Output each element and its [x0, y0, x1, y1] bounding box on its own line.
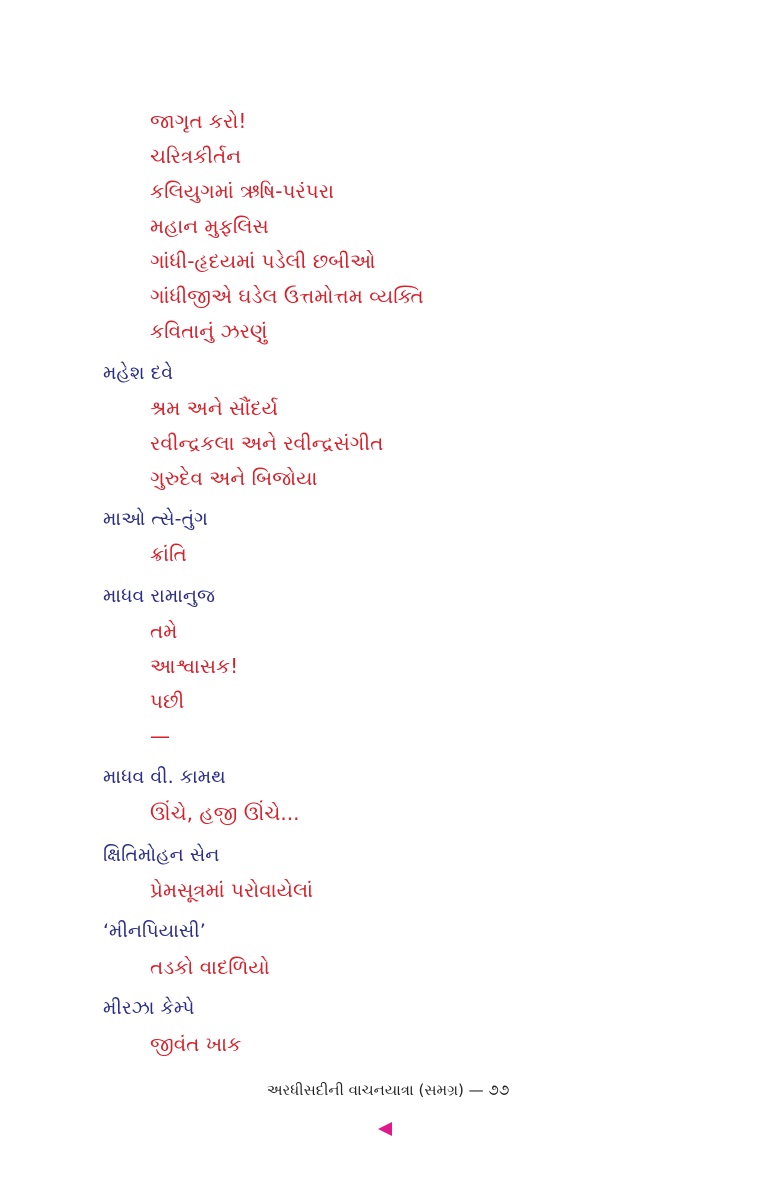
entry-author: માઓ ત્સે-તુંગ	[103, 508, 208, 530]
entry-author: ‘મીનપિયાસી’	[103, 920, 206, 942]
entry-title: ગુરુદેવ અને બિજોયા	[150, 466, 318, 490]
entry-title: રવીન્દ્રકલા અને રવીન્દ્રસંગીત	[150, 431, 384, 455]
entry-title: પ્રેમસૂત્રમાં પરોવાયેલાં	[150, 878, 314, 902]
entry-title: —	[150, 724, 170, 748]
entry-author: માધવ વી. કામથ	[103, 766, 226, 788]
entry-title: તડકો વાદળિયો	[150, 955, 270, 979]
entry-title: આશ્વાસક!	[150, 654, 239, 678]
entry-author: મહેશ દવે	[103, 362, 174, 384]
entry-title: શ્રમ અને સૌંદર્ય	[150, 396, 279, 420]
entry-title: મહાન મુફલિસ	[150, 214, 269, 238]
entry-author: માધવ રામાનુજ	[103, 585, 216, 607]
entry-title: ગાંધીજીએ ઘડેલ ઉત્તમોત્તમ વ્યક્તિ	[150, 284, 424, 308]
entry-title: જાગૃત કરો!	[150, 109, 247, 133]
entry-title: કલિયુગમાં ઋષિ-પરંપરા	[150, 179, 334, 203]
entry-title: જીવંત ખાક	[150, 1032, 242, 1056]
entry-title: તમે	[150, 619, 178, 643]
entry-title: ક્રાંતિ	[150, 542, 187, 566]
entry-title: ગાંધી-હૃદયમાં પડેલી છબીઓ	[150, 249, 376, 273]
previous-page-arrow-icon[interactable]	[378, 1122, 392, 1136]
entry-author: મીરઝા કેમ્પે	[103, 997, 195, 1019]
entry-title: કવિતાનું ઝરણું	[150, 319, 268, 343]
entry-title: પછી	[150, 689, 185, 713]
entry-title: ચરિત્રકીર્તન	[150, 144, 242, 168]
entry-title: ઊંચે, હજી ઊંચે...	[150, 801, 300, 825]
entry-author: ક્ષિતિમોહન સેન	[103, 844, 220, 866]
page-footer: અરધીસદીની વાચનયાત્રા (સમગ્ર) — ૭૭	[266, 1081, 510, 1099]
